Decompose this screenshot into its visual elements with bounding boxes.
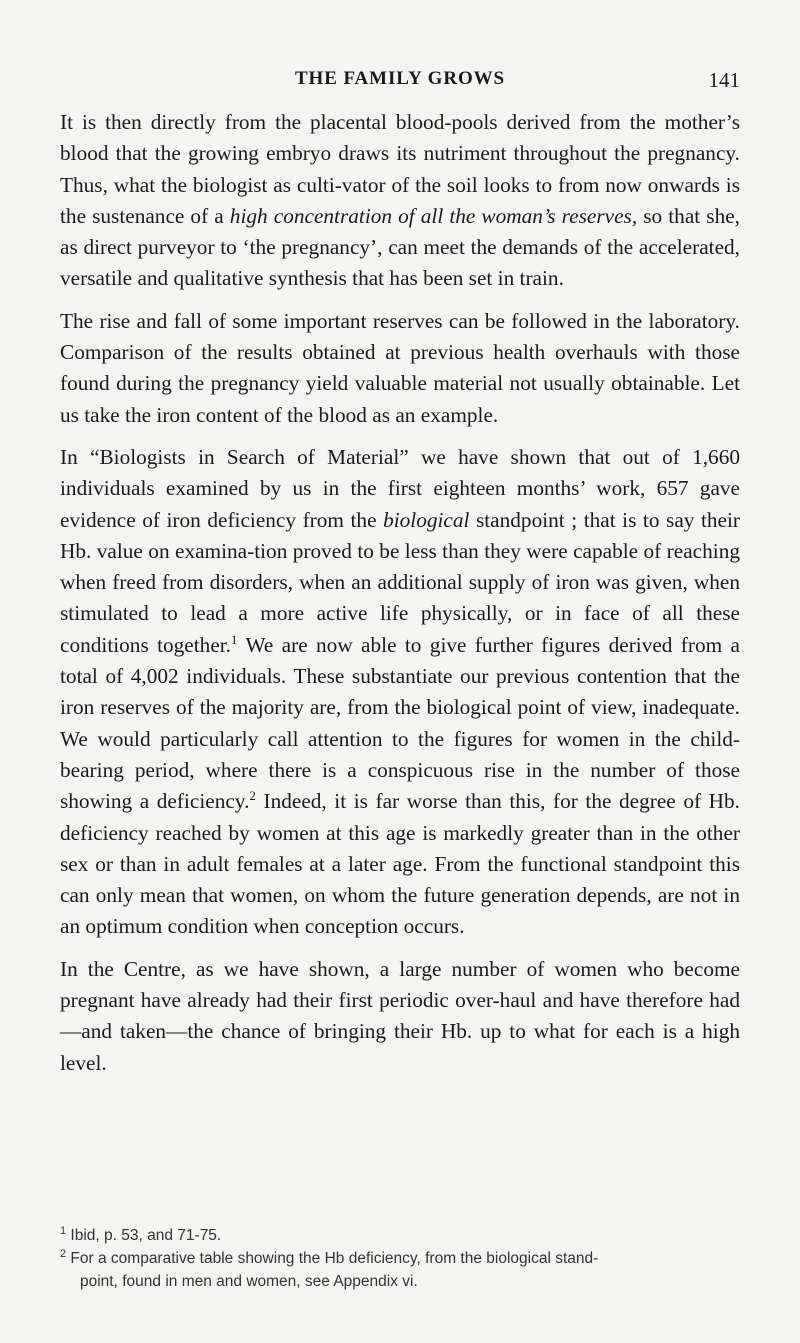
- page-number: 141: [708, 68, 740, 92]
- footnote-ref-1: 1: [231, 631, 238, 647]
- footnote-ref-2: 2: [249, 788, 256, 804]
- footnote-1-mark: 1: [60, 1225, 67, 1237]
- footnotes: [60, 1224, 740, 1293]
- emphasis-womans-reserves: high concentration of all the woman’s reserves: [229, 203, 632, 228]
- paragraph-3-text-d: Indeed, it is far worse than this, for the degree of Hb. deficiency reached by women at this age is markedly greater than in the other sex or than in adult females at a later age. From the functional standpoint this can only mean that women, on whom the future generation depends, are not in an optimum condition when conception occurs.: [60, 789, 740, 939]
- paragraph-1-text-a: It is then directly from the placental blood-pools derived from the mother’s blood that the growing embryo draws its nutriment throughout the pregnancy. Thus, what the biologist as culti-vator of the soil looks to from now onwards is the sustenance of a: [60, 110, 740, 228]
- paragraph-4: In the Centre, as we have shown, a large number of women who become pregnant have already had their first periodic over-haul and have therefore had—and taken—the chance of bringing their Hb. up to what for each is a high level.: [60, 956, 740, 1075]
- footnote-2-line-1: For a comparative table showing the Hb deficiency, from the biological stand-: [66, 1250, 599, 1267]
- paragraph-3: [60, 442, 740, 943]
- paragraph-3-text-a: In “Biologists in Search of Material” we have shown that out of 1,660 individuals examined by us in the first eighteen months’ work, 657 gave evidence of iron deficiency from the: [60, 444, 740, 532]
- paragraph-2: The rise and fall of some important reserves can be followed in the laboratory. Comparison of the results obtained at previous health overhauls with those found during the pregnancy yield valuable material not usually obtainable. Let us take the iron content of the blood as an example.: [60, 308, 740, 427]
- running-title: THE FAMILY GROWS: [294, 68, 506, 89]
- paragraph-3-text-b: standpoint ; that is to say their Hb. value on examina-tion proved to be less than they were capable of reaching when freed from disorders, when an additional supply of iron was given, when stimulated to lead a more active life physically, or in face of all these conditions together.: [60, 507, 740, 657]
- paragraph-1: [60, 107, 740, 295]
- paragraph-3-text-c: We are now able to give further figures derived from a total of 4,002 individuals. These substantiate our previous contention that the iron reserves of the majority are, from the biological point of view, inadequate. We would particularly call attention to the figures for women in the child-bearing period, where there is a conspicuous rise in the number of those showing a deficiency.: [60, 632, 740, 814]
- footnote-1-text: Ibid, p. 53, and 71-75.: [66, 1227, 222, 1244]
- paragraph-1-text-b: , so that she, as direct purveyor to ‘the pregnancy’, can meet the demands of the accelerated, versatile and qualitative synthesis that has been set in train.: [60, 203, 740, 291]
- page-header: [60, 68, 740, 104]
- body-text: [60, 107, 740, 1090]
- footnote-2-line-2: point, found in men and women, see Appendix vi.: [80, 1273, 418, 1290]
- footnote-2-mark: 2: [60, 1248, 67, 1260]
- footnote-1: [60, 1224, 740, 1247]
- emphasis-biological: biological: [383, 507, 470, 532]
- footnote-2: [60, 1247, 740, 1270]
